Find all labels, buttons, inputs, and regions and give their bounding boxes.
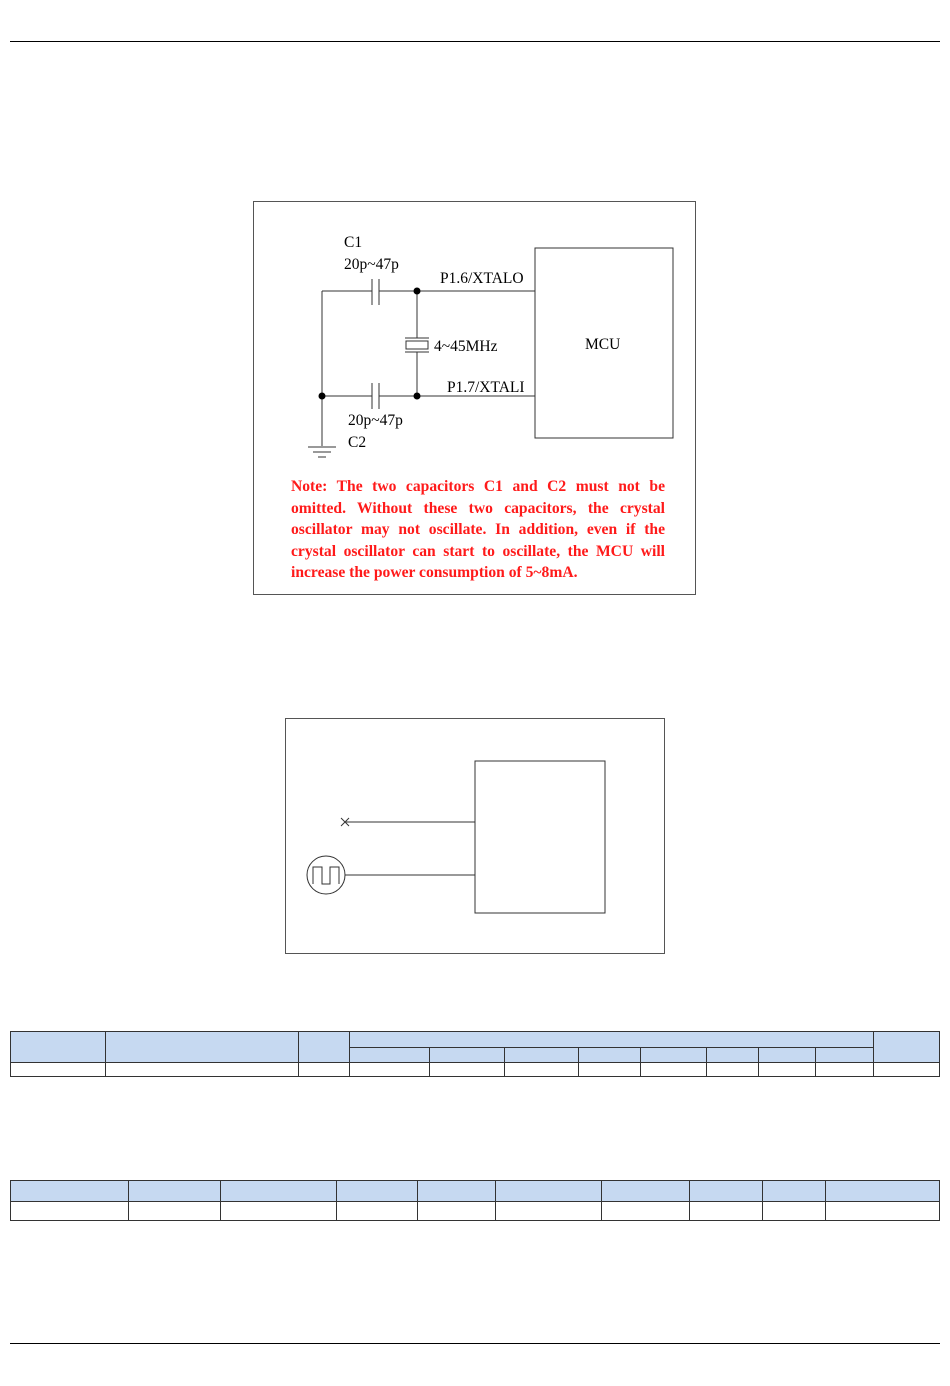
pin-xtali-label: P1.7/XTALI bbox=[447, 379, 525, 396]
table-header-cell bbox=[337, 1181, 418, 1202]
table-header-cell bbox=[602, 1181, 690, 1202]
capacitor-c2-symbol bbox=[372, 383, 379, 409]
table-header-cell bbox=[299, 1032, 350, 1063]
table-header-cell bbox=[874, 1032, 940, 1063]
table-header-cell bbox=[641, 1048, 707, 1063]
mcu-box bbox=[475, 761, 605, 913]
c1-label: C1 bbox=[344, 234, 363, 251]
table-header-cell bbox=[579, 1048, 641, 1063]
table-header-cell bbox=[690, 1181, 763, 1202]
table-header-cell bbox=[11, 1032, 106, 1063]
capacitor-c1-symbol bbox=[372, 279, 379, 305]
capacitor-warning-note: Note: The two capacitors C1 and C2 must not be omitted. Without these two capacitors, the crystal oscillator may not oscillate. In addition, even if the crystal oscillator can start to oscillate, the MCU will increase the power consumption of 5~8mA. bbox=[291, 478, 665, 581]
square-wave-icon bbox=[313, 867, 339, 884]
pin-xtalo-label: P1.6/XTALO bbox=[440, 270, 524, 287]
top-rule bbox=[10, 41, 940, 42]
table-header-cell bbox=[826, 1181, 940, 1202]
table-header-cell bbox=[11, 1181, 129, 1202]
table-header-cell bbox=[129, 1181, 221, 1202]
crystal-frequency-label: 4~45MHz bbox=[434, 338, 498, 355]
table-header-cell bbox=[759, 1048, 816, 1063]
table-header-cell bbox=[707, 1048, 759, 1063]
table-header-cell bbox=[418, 1181, 496, 1202]
table-header-cell bbox=[106, 1032, 299, 1063]
mcu-label: MCU bbox=[585, 336, 621, 353]
table-row bbox=[11, 1063, 940, 1077]
table-header-cell bbox=[505, 1048, 579, 1063]
table-header-cell bbox=[496, 1181, 602, 1202]
external-clock-figure bbox=[285, 718, 665, 954]
junction-dot bbox=[319, 393, 326, 400]
bottom-rule bbox=[10, 1343, 940, 1344]
crystal-circuit-figure bbox=[253, 201, 696, 595]
c1-value: 20p~47p bbox=[344, 256, 399, 273]
c2-label: C2 bbox=[348, 434, 367, 451]
crystal-symbol bbox=[405, 338, 429, 352]
junction-dot bbox=[414, 393, 421, 400]
register-table-1 bbox=[10, 1031, 940, 1077]
table-row bbox=[11, 1202, 940, 1221]
c2-value: 20p~47p bbox=[348, 412, 403, 429]
table-header-cell bbox=[350, 1048, 430, 1063]
table-header-cell bbox=[350, 1032, 874, 1048]
table-header-cell bbox=[430, 1048, 505, 1063]
external-clock-diagram bbox=[286, 719, 666, 955]
table-header-cell bbox=[816, 1048, 874, 1063]
register-table-2 bbox=[10, 1180, 940, 1221]
table-header-cell bbox=[221, 1181, 337, 1202]
table-header-cell bbox=[763, 1181, 826, 1202]
junction-dot bbox=[414, 288, 421, 295]
ground-icon bbox=[308, 447, 336, 457]
